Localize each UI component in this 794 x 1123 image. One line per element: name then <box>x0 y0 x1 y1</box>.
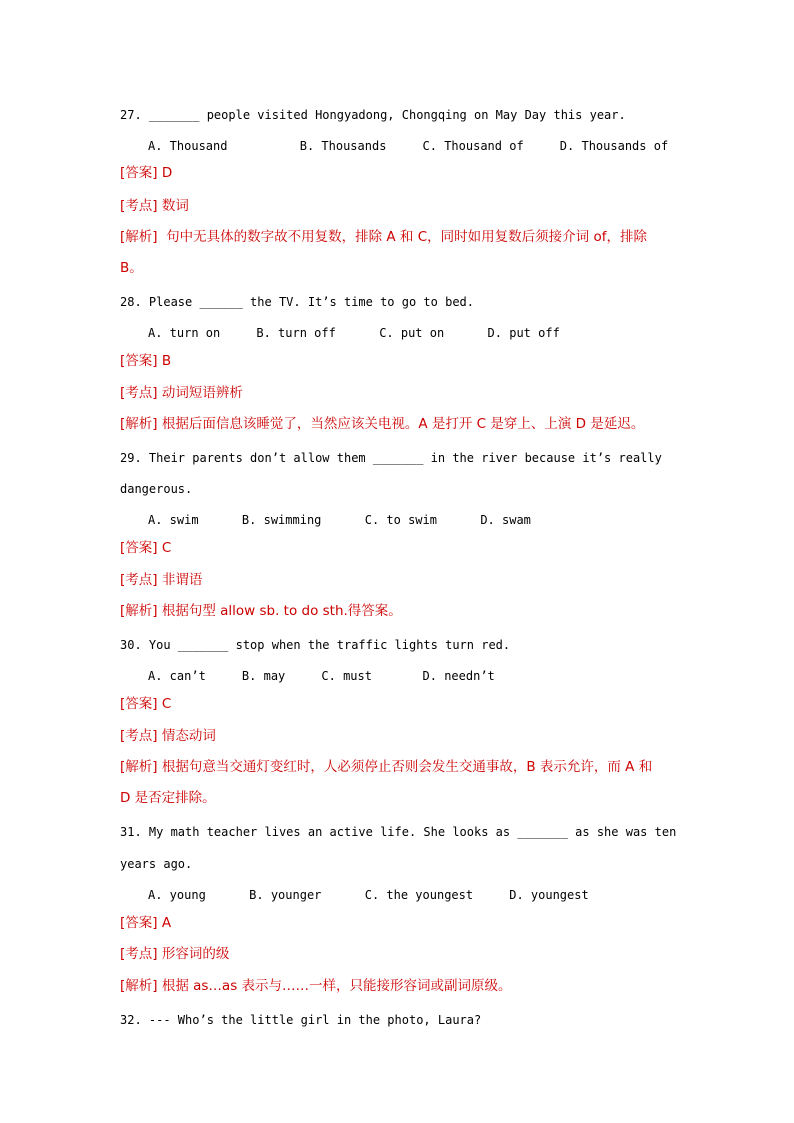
question-27-analysis: [解析] 句中无具体的数字故不用复数，排除 A 和 C，同时如用复数后须接介词 of，排除 <box>120 229 647 245</box>
question-30-analysis: [解析] 根据句意当交通灯变红时，人必须停止否则会发生交通事故，B 表示允许，而 A 和 <box>120 759 653 775</box>
question-27-point: [考点] 数词 <box>120 198 189 214</box>
question-28-point: [考点] 动词短语辨析 <box>120 385 243 401</box>
question-27-options: A. Thousand B. Thousands C. Thousand of D. Thousands of <box>148 139 669 153</box>
question-29-analysis: [解析] 根据句型 allow sb. to do sth.得答案。 <box>120 603 402 619</box>
question-29-stem-cont: dangerous. <box>120 482 193 496</box>
question-30-analysis-cont: D 是否定排除。 <box>120 790 216 806</box>
question-28-options: A. turn on B. turn off C. put on D. put off <box>148 326 560 340</box>
question-31-options: A. young B. younger C. the youngest D. youngest <box>148 888 589 902</box>
question-29-stem: 29. Their parents don’t allow them _______ in the river because it’s really <box>120 451 662 465</box>
question-31-answer: [答案] A <box>120 915 172 931</box>
question-31-stem-cont: years ago. <box>120 857 193 871</box>
question-30-answer: [答案] C <box>120 696 172 712</box>
question-29-answer: [答案] C <box>120 540 172 556</box>
question-30-options: A. can’t B. may C. must D. needn’t <box>148 669 495 683</box>
question-28-analysis: [解析] 根据后面信息该睡觉了，当然应该关电视。A 是打开 C 是穿上、上演 D 是延迟。 <box>120 416 645 432</box>
question-27-answer: [答案] D <box>120 165 173 181</box>
question-30-point: [考点] 情态动词 <box>120 728 216 744</box>
question-27-analysis-cont: B。 <box>120 260 143 276</box>
question-29-point: [考点] 非谓语 <box>120 572 203 588</box>
question-31-analysis: [解析] 根据 as…as 表示与……一样，只能接形容词或副词原级。 <box>120 978 512 994</box>
question-31-stem: 31. My math teacher lives an active life. She looks as _______ as she was ten <box>120 825 677 839</box>
question-28-stem: 28. Please ______ the TV. It’s time to go to bed. <box>120 295 475 309</box>
question-28-answer: [答案] B <box>120 353 172 369</box>
question-27-stem: 27. _______ people visited Hongyadong, Chongqing on May Day this year. <box>120 108 626 122</box>
question-29-options: A. swim B. swimming C. to swim D. swam <box>148 513 531 527</box>
question-30-stem: 30. You _______ stop when the traffic lights turn red. <box>120 638 511 652</box>
question-31-point: [考点] 形容词的级 <box>120 946 230 962</box>
question-32-stem: 32. --- Who’s the little girl in the photo, Laura? <box>120 1013 482 1027</box>
